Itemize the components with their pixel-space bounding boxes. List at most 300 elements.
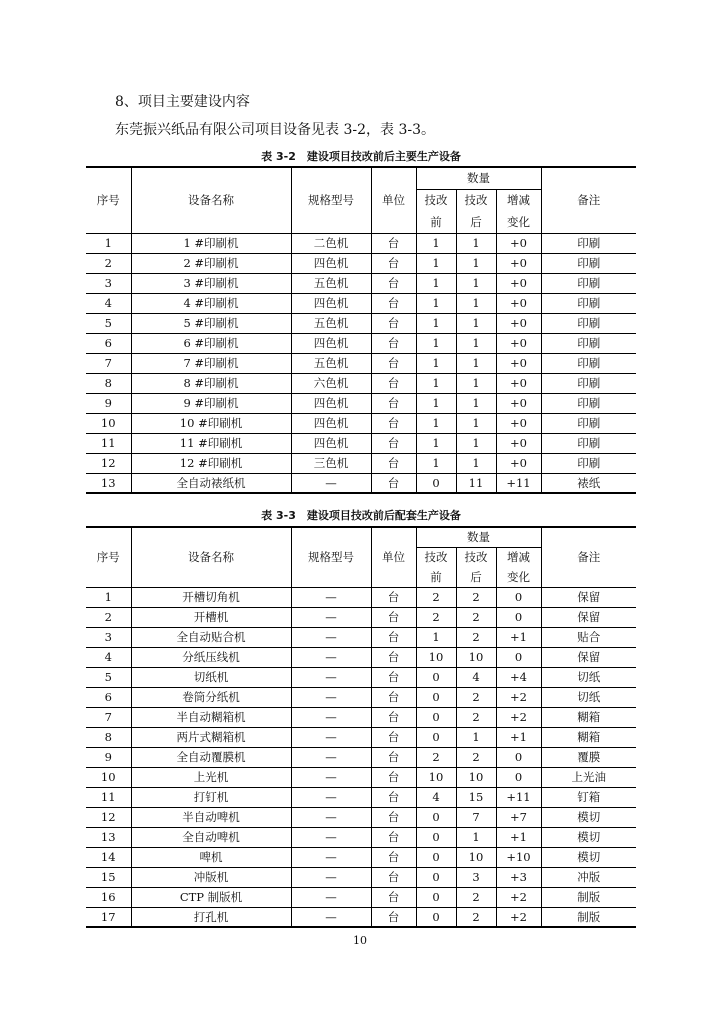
cell-remark: 制版	[541, 887, 636, 907]
cell-spec: 四色机	[291, 333, 371, 353]
cell-unit: 台	[371, 607, 416, 627]
cell-name: 6 #印刷机	[131, 333, 291, 353]
cell-name: 12 #印刷机	[131, 453, 291, 473]
cell-change: +0	[496, 393, 541, 413]
cell-no: 6	[86, 333, 131, 353]
cell-no: 11	[86, 787, 131, 807]
cell-change: +0	[496, 353, 541, 373]
cell-name: 啤机	[131, 847, 291, 867]
cell-spec: —	[291, 727, 371, 747]
cell-before: 1	[416, 313, 456, 333]
cell-name: 打孔机	[131, 907, 291, 927]
cell-spec: —	[291, 767, 371, 787]
cell-unit: 台	[371, 647, 416, 667]
cell-spec: —	[291, 907, 371, 927]
cell-unit: 台	[371, 353, 416, 373]
cell-no: 9	[86, 747, 131, 767]
table-row	[86, 847, 636, 867]
table-row	[86, 233, 636, 253]
cell-remark: 钉箱	[541, 787, 636, 807]
header-no: 序号	[86, 167, 131, 233]
header-change: 增减	[496, 547, 541, 567]
cell-after: 1	[456, 453, 496, 473]
header-name: 设备名称	[131, 527, 291, 587]
cell-remark: 上光油	[541, 767, 636, 787]
cell-change: 0	[496, 607, 541, 627]
cell-change: 0	[496, 767, 541, 787]
table-row	[86, 453, 636, 473]
table-row	[86, 313, 636, 333]
table-row	[86, 353, 636, 373]
table-row	[86, 293, 636, 313]
cell-name: 半自动糊箱机	[131, 707, 291, 727]
cell-spec: 四色机	[291, 253, 371, 273]
cell-remark: 贴合	[541, 627, 636, 647]
cell-no: 3	[86, 627, 131, 647]
cell-name: 打钉机	[131, 787, 291, 807]
cell-change: +11	[496, 787, 541, 807]
header-unit: 单位	[371, 167, 416, 233]
table-row	[86, 727, 636, 747]
cell-spec: —	[291, 667, 371, 687]
cell-spec: —	[291, 473, 371, 493]
cell-change: +7	[496, 807, 541, 827]
cell-name: 10 #印刷机	[131, 413, 291, 433]
header-quantity: 数量	[416, 527, 541, 547]
cell-change: +1	[496, 627, 541, 647]
cell-unit: 台	[371, 433, 416, 453]
cell-change: +0	[496, 453, 541, 473]
cell-no: 10	[86, 413, 131, 433]
cell-unit: 台	[371, 867, 416, 887]
header-change: 增减	[496, 189, 541, 211]
table-row	[86, 607, 636, 627]
cell-unit: 台	[371, 293, 416, 313]
cell-after: 10	[456, 767, 496, 787]
cell-remark: 糊箱	[541, 727, 636, 747]
table-row	[86, 413, 636, 433]
cell-no: 5	[86, 313, 131, 333]
cell-unit: 台	[371, 587, 416, 607]
cell-spec: —	[291, 647, 371, 667]
cell-change: 0	[496, 747, 541, 767]
table-row	[86, 433, 636, 453]
cell-after: 1	[456, 393, 496, 413]
cell-after: 1	[456, 353, 496, 373]
cell-remark: 覆膜	[541, 747, 636, 767]
cell-after: 1	[456, 233, 496, 253]
cell-no: 17	[86, 907, 131, 927]
page-number: 10	[353, 934, 367, 947]
cell-remark: 模切	[541, 827, 636, 847]
table-row	[86, 907, 636, 927]
cell-after: 2	[456, 907, 496, 927]
cell-change: +1	[496, 727, 541, 747]
cell-remark: 印刷	[541, 353, 636, 373]
cell-after: 1	[456, 253, 496, 273]
cell-before: 0	[416, 907, 456, 927]
cell-after: 2	[456, 607, 496, 627]
cell-name: 半自动啤机	[131, 807, 291, 827]
cell-before: 1	[416, 253, 456, 273]
table-row	[86, 867, 636, 887]
cell-name: 分纸压线机	[131, 647, 291, 667]
table-row	[86, 587, 636, 607]
cell-remark: 制版	[541, 907, 636, 927]
cell-remark: 印刷	[541, 253, 636, 273]
table-3-2-caption: 表 3-2 建设项目技改前后主要生产设备	[261, 150, 461, 163]
table-row	[86, 393, 636, 413]
cell-no: 2	[86, 253, 131, 273]
cell-name: 8 #印刷机	[131, 373, 291, 393]
cell-remark: 保留	[541, 607, 636, 627]
cell-no: 12	[86, 807, 131, 827]
cell-no: 13	[86, 827, 131, 847]
cell-remark: 印刷	[541, 273, 636, 293]
cell-spec: —	[291, 627, 371, 647]
table-row	[86, 273, 636, 293]
header-name: 设备名称	[131, 167, 291, 233]
cell-change: +0	[496, 253, 541, 273]
cell-name: 全自动啤机	[131, 827, 291, 847]
cell-spec: 二色机	[291, 233, 371, 253]
cell-spec: 四色机	[291, 433, 371, 453]
table-row	[86, 827, 636, 847]
table-row	[86, 627, 636, 647]
cell-change: 0	[496, 647, 541, 667]
cell-name: 全自动裱纸机	[131, 473, 291, 493]
cell-unit: 台	[371, 627, 416, 647]
cell-before: 4	[416, 787, 456, 807]
cell-before: 1	[416, 433, 456, 453]
header-spec: 规格型号	[291, 167, 371, 233]
cell-name: 全自动贴合机	[131, 627, 291, 647]
cell-before: 10	[416, 647, 456, 667]
table-row	[86, 373, 636, 393]
cell-remark: 切纸	[541, 667, 636, 687]
cell-name: 上光机	[131, 767, 291, 787]
cell-change: +2	[496, 687, 541, 707]
cell-after: 2	[456, 687, 496, 707]
cell-unit: 台	[371, 453, 416, 473]
cell-before: 0	[416, 867, 456, 887]
cell-name: 7 #印刷机	[131, 353, 291, 373]
cell-unit: 台	[371, 687, 416, 707]
cell-spec: 四色机	[291, 413, 371, 433]
cell-no: 2	[86, 607, 131, 627]
cell-before: 2	[416, 607, 456, 627]
table-row	[86, 253, 636, 273]
header-after: 技改	[456, 189, 496, 211]
cell-name: 开槽机	[131, 607, 291, 627]
cell-spec: —	[291, 827, 371, 847]
cell-remark: 保留	[541, 647, 636, 667]
cell-after: 15	[456, 787, 496, 807]
cell-spec: —	[291, 587, 371, 607]
cell-unit: 台	[371, 473, 416, 493]
cell-after: 3	[456, 867, 496, 887]
cell-change: +0	[496, 273, 541, 293]
cell-before: 1	[416, 353, 456, 373]
cell-name: 9 #印刷机	[131, 393, 291, 413]
cell-no: 1	[86, 587, 131, 607]
cell-after: 1	[456, 313, 496, 333]
table-row	[86, 747, 636, 767]
cell-before: 1	[416, 393, 456, 413]
cell-name: 全自动覆膜机	[131, 747, 291, 767]
cell-before: 1	[416, 373, 456, 393]
cell-unit: 台	[371, 807, 416, 827]
cell-name: 11 #印刷机	[131, 433, 291, 453]
cell-before: 10	[416, 767, 456, 787]
cell-before: 0	[416, 473, 456, 493]
cell-remark: 糊箱	[541, 707, 636, 727]
header-before-2: 前	[416, 211, 456, 233]
cell-unit: 台	[371, 827, 416, 847]
cell-change: +0	[496, 333, 541, 353]
header-remark: 备注	[541, 167, 636, 233]
cell-remark: 印刷	[541, 333, 636, 353]
cell-remark: 印刷	[541, 413, 636, 433]
cell-no: 8	[86, 727, 131, 747]
cell-before: 0	[416, 827, 456, 847]
header-no: 序号	[86, 527, 131, 587]
cell-name: 3 #印刷机	[131, 273, 291, 293]
cell-no: 3	[86, 273, 131, 293]
table-row	[86, 887, 636, 907]
cell-no: 7	[86, 353, 131, 373]
cell-name: 开槽切角机	[131, 587, 291, 607]
cell-change: +0	[496, 433, 541, 453]
table-row	[86, 647, 636, 667]
cell-after: 1	[456, 333, 496, 353]
cell-name: 切纸机	[131, 667, 291, 687]
cell-change: +0	[496, 373, 541, 393]
cell-after: 2	[456, 707, 496, 727]
cell-spec: —	[291, 847, 371, 867]
cell-spec: —	[291, 867, 371, 887]
cell-unit: 台	[371, 413, 416, 433]
header-after: 技改	[456, 547, 496, 567]
header-before: 技改	[416, 189, 456, 211]
cell-change: +0	[496, 313, 541, 333]
cell-no: 7	[86, 707, 131, 727]
cell-after: 1	[456, 827, 496, 847]
cell-remark: 印刷	[541, 313, 636, 333]
cell-after: 10	[456, 647, 496, 667]
cell-no: 4	[86, 293, 131, 313]
cell-unit: 台	[371, 333, 416, 353]
auxiliary-equipment-table	[86, 526, 636, 928]
cell-after: 1	[456, 273, 496, 293]
cell-change: +2	[496, 887, 541, 907]
cell-unit: 台	[371, 907, 416, 927]
cell-before: 1	[416, 453, 456, 473]
cell-no: 15	[86, 867, 131, 887]
cell-remark: 保留	[541, 587, 636, 607]
cell-spec: —	[291, 787, 371, 807]
table-row	[86, 767, 636, 787]
cell-remark: 印刷	[541, 233, 636, 253]
cell-spec: —	[291, 887, 371, 907]
cell-before: 1	[416, 413, 456, 433]
intro-paragraph: 东莞振兴纸品有限公司项目设备见表 3-2，表 3-3。	[115, 122, 435, 138]
cell-change: +0	[496, 233, 541, 253]
cell-no: 13	[86, 473, 131, 493]
cell-unit: 台	[371, 313, 416, 333]
cell-spec: 五色机	[291, 313, 371, 333]
cell-spec: 五色机	[291, 273, 371, 293]
header-before: 技改	[416, 547, 456, 567]
cell-before: 0	[416, 887, 456, 907]
cell-before: 0	[416, 667, 456, 687]
cell-spec: —	[291, 687, 371, 707]
cell-spec: 四色机	[291, 293, 371, 313]
cell-no: 11	[86, 433, 131, 453]
cell-remark: 印刷	[541, 293, 636, 313]
cell-unit: 台	[371, 787, 416, 807]
cell-change: +10	[496, 847, 541, 867]
header-remark: 备注	[541, 527, 636, 587]
cell-before: 0	[416, 727, 456, 747]
cell-after: 1	[456, 373, 496, 393]
cell-after: 1	[456, 433, 496, 453]
cell-change: +3	[496, 867, 541, 887]
cell-after: 2	[456, 887, 496, 907]
table-row	[86, 707, 636, 727]
cell-remark: 印刷	[541, 373, 636, 393]
cell-name: CTP 制版机	[131, 887, 291, 907]
cell-no: 8	[86, 373, 131, 393]
table-row	[86, 667, 636, 687]
cell-remark: 印刷	[541, 453, 636, 473]
cell-unit: 台	[371, 373, 416, 393]
header-after-2: 后	[456, 567, 496, 587]
header-change-2: 变化	[496, 567, 541, 587]
cell-before: 1	[416, 627, 456, 647]
cell-unit: 台	[371, 667, 416, 687]
cell-no: 10	[86, 767, 131, 787]
cell-after: 1	[456, 413, 496, 433]
cell-change: +0	[496, 293, 541, 313]
cell-no: 6	[86, 687, 131, 707]
table-row	[86, 787, 636, 807]
cell-after: 10	[456, 847, 496, 867]
cell-change: +11	[496, 473, 541, 493]
cell-unit: 台	[371, 767, 416, 787]
cell-after: 2	[456, 627, 496, 647]
table-row	[86, 333, 636, 353]
cell-after: 4	[456, 667, 496, 687]
cell-remark: 裱纸	[541, 473, 636, 493]
table-row	[86, 807, 636, 827]
cell-remark: 印刷	[541, 393, 636, 413]
cell-before: 2	[416, 747, 456, 767]
header-before-2: 前	[416, 567, 456, 587]
cell-spec: —	[291, 707, 371, 727]
cell-remark: 印刷	[541, 433, 636, 453]
cell-unit: 台	[371, 887, 416, 907]
table-row	[86, 473, 636, 493]
cell-remark: 切纸	[541, 687, 636, 707]
header-spec: 规格型号	[291, 527, 371, 587]
cell-before: 0	[416, 707, 456, 727]
table-row	[86, 687, 636, 707]
cell-after: 2	[456, 747, 496, 767]
cell-before: 1	[416, 273, 456, 293]
cell-no: 14	[86, 847, 131, 867]
cell-no: 1	[86, 233, 131, 253]
cell-change: +0	[496, 413, 541, 433]
cell-change: +1	[496, 827, 541, 847]
cell-spec: —	[291, 807, 371, 827]
header-unit: 单位	[371, 527, 416, 587]
cell-after: 7	[456, 807, 496, 827]
cell-after: 1	[456, 727, 496, 747]
cell-name: 5 #印刷机	[131, 313, 291, 333]
cell-spec: 四色机	[291, 393, 371, 413]
main-equipment-table	[86, 166, 636, 494]
cell-change: +4	[496, 667, 541, 687]
cell-unit: 台	[371, 273, 416, 293]
cell-name: 4 #印刷机	[131, 293, 291, 313]
header-change-2: 变化	[496, 211, 541, 233]
cell-change: 0	[496, 587, 541, 607]
cell-no: 16	[86, 887, 131, 907]
cell-unit: 台	[371, 253, 416, 273]
cell-unit: 台	[371, 847, 416, 867]
cell-after: 2	[456, 587, 496, 607]
cell-name: 两片式糊箱机	[131, 727, 291, 747]
header-quantity: 数量	[416, 167, 541, 189]
cell-remark: 冲版	[541, 867, 636, 887]
cell-name: 2 #印刷机	[131, 253, 291, 273]
cell-unit: 台	[371, 727, 416, 747]
cell-before: 1	[416, 293, 456, 313]
cell-no: 4	[86, 647, 131, 667]
cell-spec: —	[291, 747, 371, 767]
cell-change: +2	[496, 907, 541, 927]
cell-name: 1 #印刷机	[131, 233, 291, 253]
cell-before: 0	[416, 687, 456, 707]
cell-before: 0	[416, 807, 456, 827]
cell-spec: 三色机	[291, 453, 371, 473]
cell-no: 12	[86, 453, 131, 473]
cell-unit: 台	[371, 233, 416, 253]
table-3-3-caption: 表 3-3 建设项目技改前后配套生产设备	[261, 509, 461, 522]
cell-before: 0	[416, 847, 456, 867]
cell-spec: —	[291, 607, 371, 627]
cell-unit: 台	[371, 747, 416, 767]
cell-remark: 模切	[541, 847, 636, 867]
cell-spec: 五色机	[291, 353, 371, 373]
cell-spec: 六色机	[291, 373, 371, 393]
cell-before: 1	[416, 233, 456, 253]
cell-before: 1	[416, 333, 456, 353]
cell-change: +2	[496, 707, 541, 727]
cell-after: 1	[456, 293, 496, 313]
cell-unit: 台	[371, 393, 416, 413]
section-heading: 8、项目主要建设内容	[115, 94, 250, 110]
cell-after: 11	[456, 473, 496, 493]
cell-name: 卷筒分纸机	[131, 687, 291, 707]
header-after-2: 后	[456, 211, 496, 233]
cell-unit: 台	[371, 707, 416, 727]
cell-no: 9	[86, 393, 131, 413]
cell-remark: 模切	[541, 807, 636, 827]
cell-name: 冲版机	[131, 867, 291, 887]
cell-before: 2	[416, 587, 456, 607]
